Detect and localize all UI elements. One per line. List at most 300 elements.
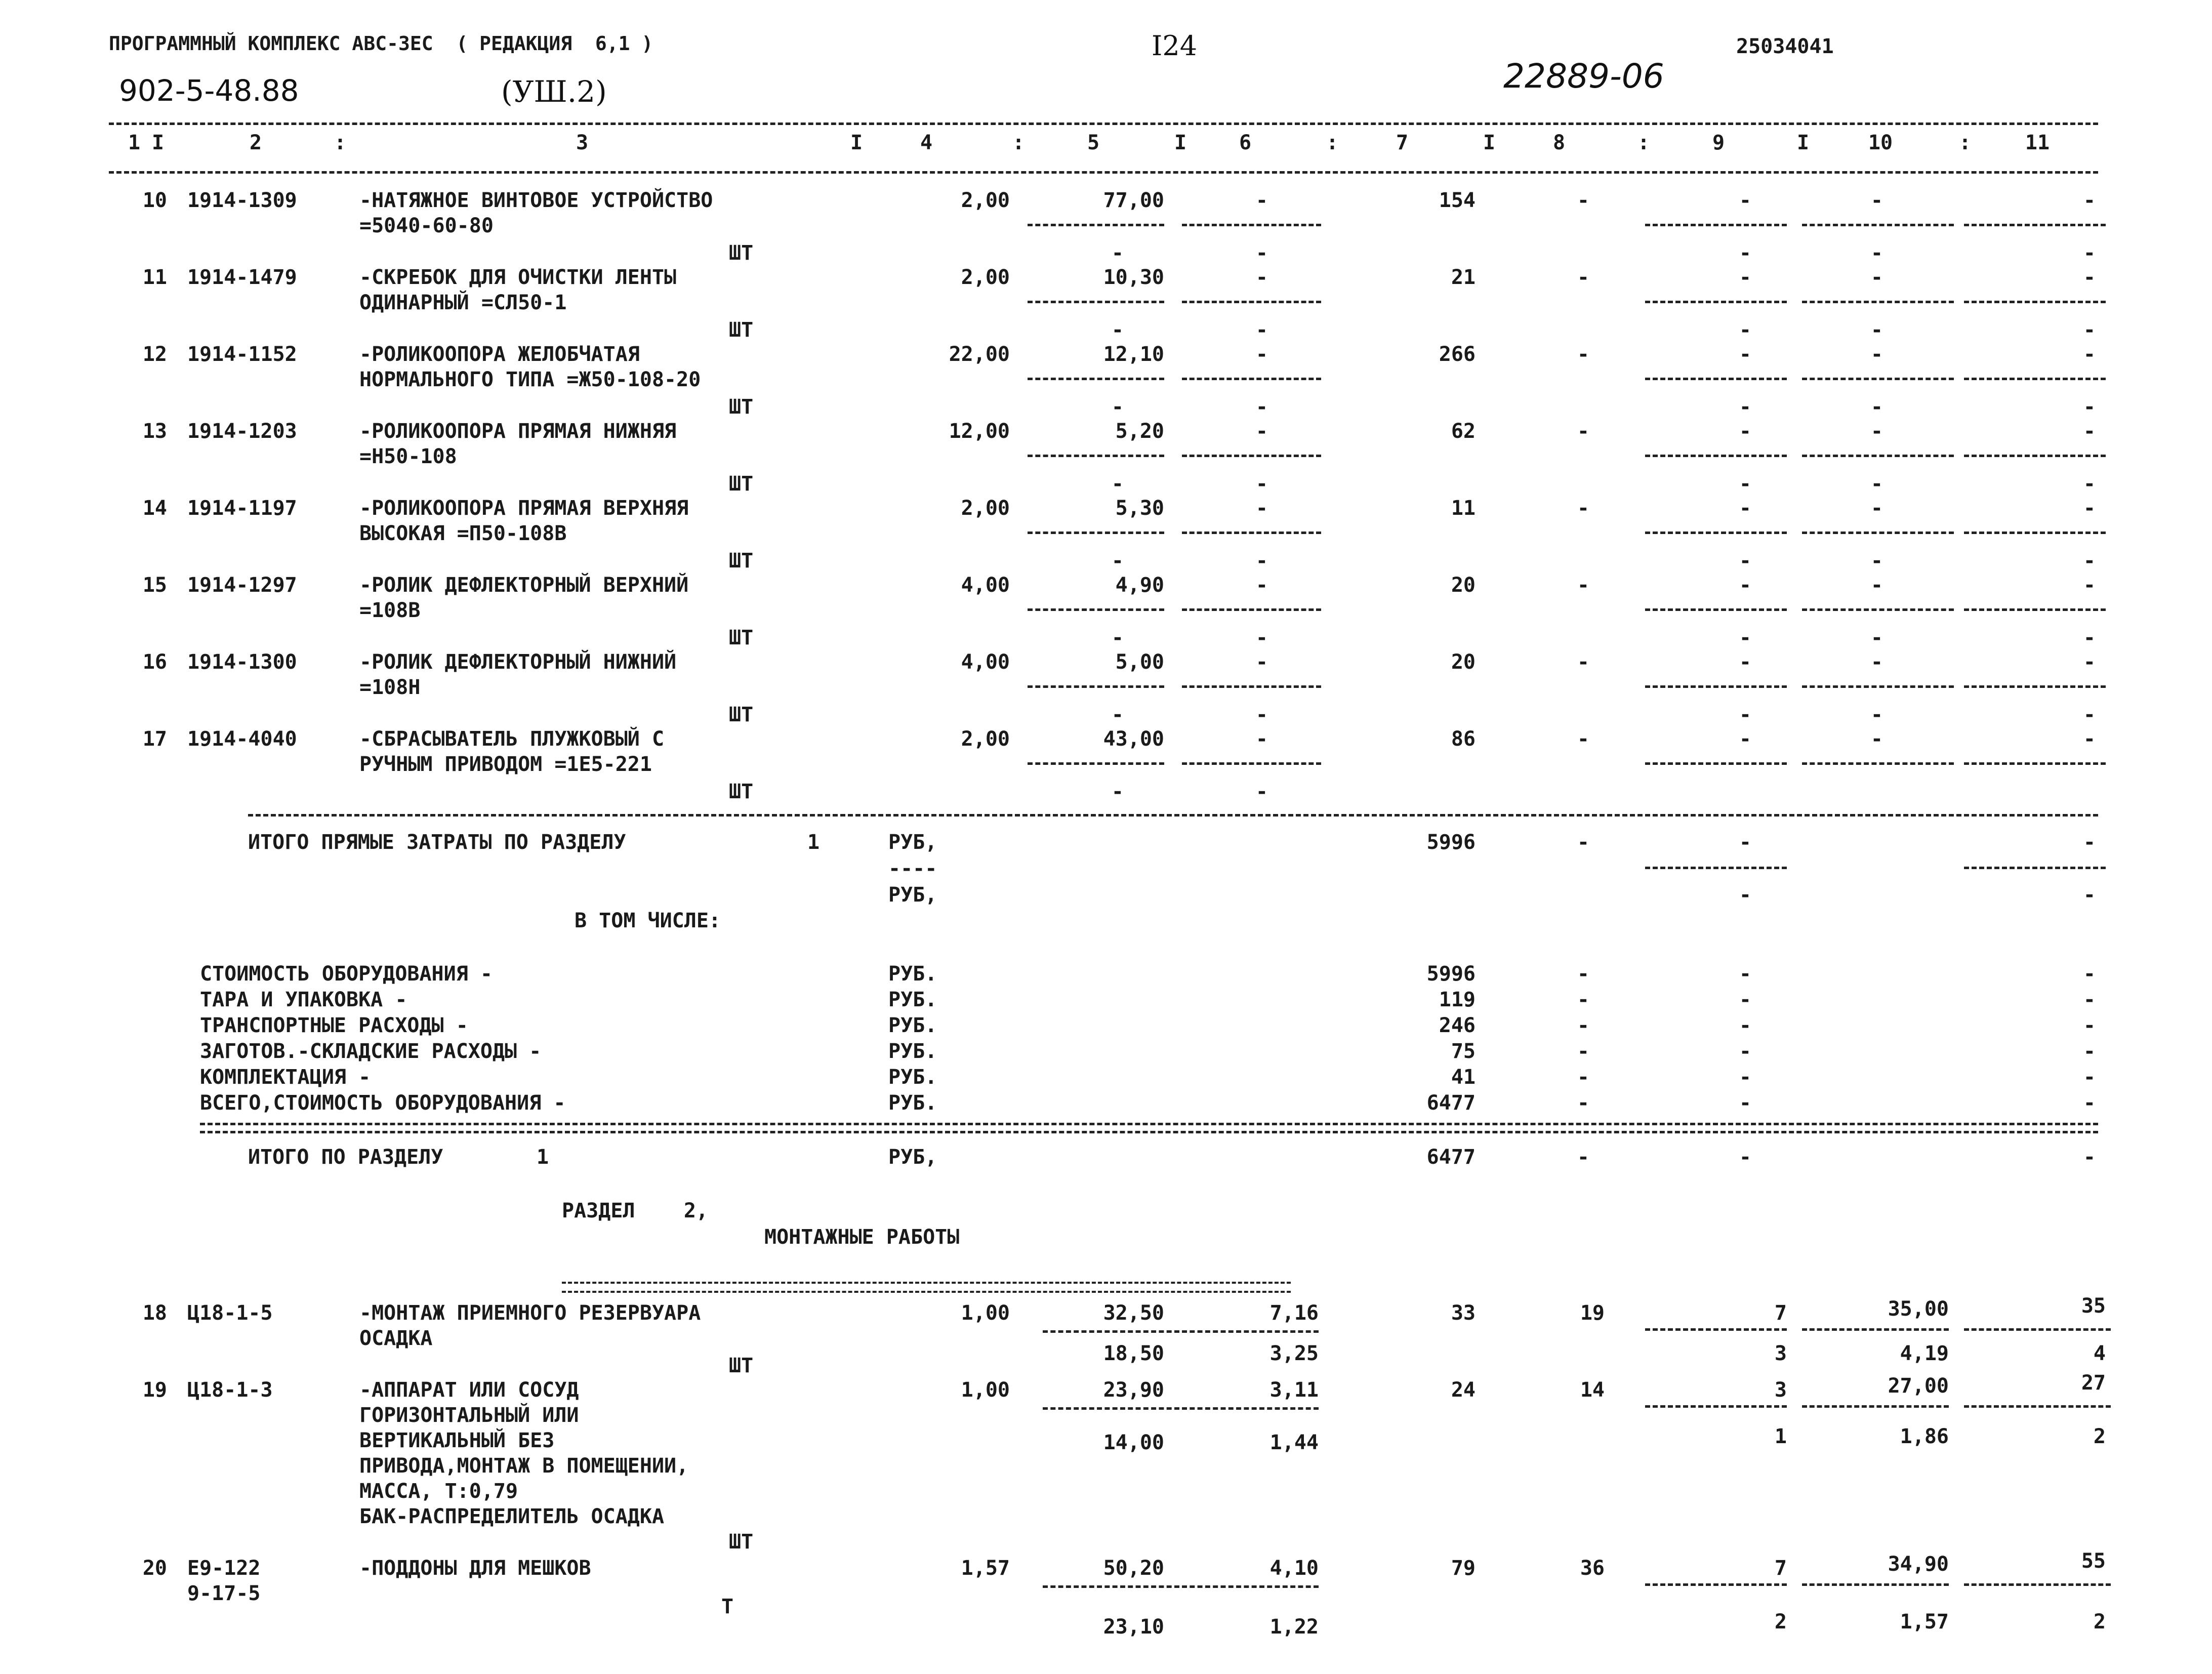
cell-rule [1802, 301, 1954, 303]
work-col10-sub: 4,19 [1900, 1342, 1949, 1365]
volume-label: (УШ.2) [501, 74, 607, 109]
item-code: 1914-1300 [187, 650, 297, 674]
column-separator: I [850, 131, 863, 154]
total-section-number: 1 [537, 1146, 549, 1169]
item-col9: - [1739, 650, 1751, 674]
work-number: 18 [142, 1301, 167, 1325]
column-header-10: 10 [1868, 131, 1893, 154]
cell-rule [1802, 685, 1954, 688]
work-unit: Т [721, 1595, 734, 1618]
section2-subtitle: МОНТАЖНЫЕ РАБОТЫ [764, 1226, 960, 1249]
item-col6-sub: - [1255, 780, 1268, 803]
section-rule [200, 1123, 2098, 1125]
cell-rule [1964, 762, 2106, 765]
cell-rule [1182, 1330, 1319, 1333]
item-unit: ШТ [729, 780, 754, 803]
work-col6: 4,10 [1269, 1557, 1319, 1580]
item-col11-sub: - [2083, 318, 2096, 342]
breakdown-col7: 6477 [1426, 1091, 1476, 1115]
work-unit: ШТ [729, 1354, 754, 1377]
section2-title: РАЗДЕЛ 2, [562, 1199, 708, 1222]
total-section-col11: - [2083, 1146, 2096, 1169]
item-col8: - [1577, 650, 1589, 674]
cell-rule [1802, 1328, 1949, 1331]
item-col10: - [1870, 574, 1883, 597]
cell-rule [1645, 1583, 1787, 1586]
item-col8: - [1577, 497, 1589, 520]
cell-rule [1182, 1407, 1319, 1410]
cell-rule [1028, 224, 1164, 226]
total-direct-col8: - [1577, 831, 1589, 854]
work-col11-sub: 4 [2093, 1342, 2106, 1365]
item-col6-sub: - [1255, 395, 1268, 419]
cell-rule [1182, 762, 1321, 765]
item-quantity: 22,00 [949, 343, 1010, 366]
breakdown-label: КОМПЛЕКТАЦИЯ - [200, 1066, 371, 1089]
item-name-line: -РОЛИКООПОРА ПРЯМАЯ НИЖНЯЯ [359, 420, 677, 443]
column-header-8: 8 [1552, 131, 1566, 154]
work-col8: 36 [1580, 1557, 1605, 1580]
item-col10: - [1870, 420, 1883, 443]
breakdown-col9: - [1739, 1091, 1751, 1115]
breakdown-col8: - [1577, 1014, 1589, 1037]
item-col5: 5,20 [1115, 420, 1164, 443]
item-col10-sub: - [1870, 395, 1883, 419]
item-quantity: 2,00 [961, 189, 1010, 212]
item-col8: - [1577, 189, 1589, 212]
breakdown-col7: 5996 [1426, 962, 1476, 986]
breakdown-col11: - [2083, 988, 2096, 1011]
item-col6: - [1255, 574, 1268, 597]
total-direct-col9: - [1739, 831, 1751, 854]
column-separator: : [1326, 131, 1339, 154]
item-col6-sub: - [1255, 241, 1268, 265]
cell-rule [1964, 1405, 2111, 1408]
item-name-line: -НАТЯЖНОЕ ВИНТОВОЕ УСТРОЙСТВО [359, 189, 713, 212]
item-col5-sub: - [1111, 395, 1124, 419]
item-col10-sub: - [1870, 626, 1883, 649]
item-col9: - [1739, 497, 1751, 520]
column-header-4: 4 [920, 131, 933, 154]
total-direct-unit-line: ---- [888, 857, 937, 880]
breakdown-unit: РУБ. [888, 1040, 937, 1063]
total-section-label: ИТОГО ПО РАЗДЕЛУ [248, 1146, 443, 1169]
item-col6: - [1255, 650, 1268, 674]
column-header-5: 5 [1087, 131, 1100, 154]
cell-rule [1645, 762, 1787, 765]
item-name-line: -РОЛИК ДЕФЛЕКТОРНЫЙ НИЖНИЙ [359, 650, 677, 674]
item-unit: ШТ [729, 703, 754, 726]
item-code: 1914-1197 [187, 497, 297, 520]
item-col5-sub: - [1111, 703, 1124, 726]
work-col9: 7 [1774, 1301, 1787, 1325]
cell-rule [1645, 378, 1787, 380]
item-col5-sub: - [1111, 780, 1124, 803]
item-name-line: ВЫСОКАЯ =П50-108В [359, 522, 567, 545]
cell-rule [1802, 532, 1954, 534]
work-col6-sub: 1,22 [1269, 1615, 1319, 1639]
work-col9: 3 [1774, 1378, 1787, 1402]
item-col6-sub: - [1255, 626, 1268, 649]
cell-rule [1964, 608, 2106, 611]
item-col9: - [1739, 266, 1751, 289]
item-col10-sub: - [1870, 549, 1883, 573]
item-col11: - [2083, 343, 2096, 366]
document-code: 25034041 [1736, 35, 1834, 58]
cell-rule [1964, 378, 2106, 380]
item-col8: - [1577, 420, 1589, 443]
work-name-line: -МОНТАЖ ПРИЕМНОГО РЕЗЕРВУАРА [359, 1301, 701, 1325]
work-name-line: ОСАДКА [359, 1327, 433, 1350]
item-col5: 77,00 [1103, 189, 1164, 212]
work-col11: 27 [2081, 1371, 2106, 1395]
item-code: 1914-1309 [187, 189, 297, 212]
item-col11-sub: - [2083, 472, 2096, 496]
work-col10-sub: 1,57 [1900, 1610, 1949, 1634]
header-top-rule [109, 123, 2098, 125]
column-header-1: 1 [128, 131, 141, 154]
item-col10-sub: - [1870, 703, 1883, 726]
including-heading: В ТОМ ЧИСЛЕ: [575, 909, 721, 932]
work-col10: 34,90 [1888, 1553, 1949, 1576]
item-col9-sub: - [1739, 549, 1751, 573]
item-unit: ШТ [729, 626, 754, 649]
item-unit: ШТ [729, 241, 754, 265]
item-col6: - [1255, 497, 1268, 520]
item-col5-sub: - [1111, 472, 1124, 496]
item-col9: - [1739, 420, 1751, 443]
section2-double-rule [562, 1282, 1291, 1293]
cell-rule [1802, 762, 1954, 765]
cell-rule [1028, 378, 1164, 380]
work-col9-sub: 3 [1774, 1342, 1787, 1365]
breakdown-col11: - [2083, 1014, 2096, 1037]
cell-rule [1645, 1405, 1787, 1408]
item-col10: - [1870, 497, 1883, 520]
work-col11-sub: 2 [2093, 1610, 2106, 1634]
breakdown-unit: РУБ. [888, 1066, 937, 1089]
breakdown-col8: - [1577, 1066, 1589, 1089]
work-col11-sub: 2 [2093, 1425, 2106, 1448]
work-code-2: 9-17-5 [187, 1582, 261, 1605]
breakdown-col8: - [1577, 1040, 1589, 1063]
cell-rule [1043, 1585, 1179, 1588]
cell-rule [1043, 1407, 1179, 1410]
item-col9-sub: - [1739, 626, 1751, 649]
item-col5: 10,30 [1103, 266, 1164, 289]
item-col7: 266 [1439, 343, 1476, 366]
item-col6: - [1255, 343, 1268, 366]
breakdown-label: ЗАГОТОВ.-СКЛАДСКИЕ РАСХОДЫ - [200, 1040, 542, 1063]
item-quantity: 2,00 [961, 266, 1010, 289]
item-col6-sub: - [1255, 472, 1268, 496]
work-col5: 23,90 [1103, 1378, 1164, 1402]
work-unit: ШТ [729, 1530, 754, 1554]
item-name-line: =5040-60-80 [359, 214, 494, 237]
work-col8: 14 [1580, 1378, 1605, 1402]
item-number: 10 [142, 189, 167, 212]
item-name-line: =108Н [359, 676, 421, 699]
cell-rule [1645, 608, 1787, 611]
work-name-line: -ПОДДОНЫ ДЛЯ МЕШКОВ [359, 1557, 591, 1580]
item-number: 11 [142, 266, 167, 289]
work-name-line: БАК-РАСПРЕДЕЛИТЕЛЬ ОСАДКА [359, 1505, 665, 1528]
cell-rule [1182, 301, 1321, 303]
column-header-2: 2 [249, 131, 262, 154]
item-unit: ШТ [729, 549, 754, 573]
work-col7: 79 [1451, 1557, 1476, 1580]
item-col10: - [1870, 266, 1883, 289]
item-col10-sub: - [1870, 318, 1883, 342]
item-quantity: 4,00 [961, 574, 1010, 597]
breakdown-col7: 75 [1451, 1040, 1476, 1063]
work-name-line: ГОРИЗОНТАЛЬНЫЙ ИЛИ [359, 1404, 579, 1427]
item-unit: ШТ [729, 472, 754, 496]
work-col5-sub: 14,00 [1103, 1431, 1164, 1454]
breakdown-col9: - [1739, 1014, 1751, 1037]
work-col6: 3,11 [1269, 1378, 1319, 1402]
work-name-line: ВЕРТИКАЛЬНЫЙ БЕЗ [359, 1429, 555, 1452]
work-col9-sub: 1 [1774, 1425, 1787, 1448]
cell-rule [1802, 455, 1954, 457]
work-col5-sub: 23,10 [1103, 1615, 1164, 1639]
item-col7: 62 [1451, 420, 1476, 443]
item-col11: - [2083, 574, 2096, 597]
breakdown-label: ТРАНСПОРТНЫЕ РАСХОДЫ - [200, 1014, 468, 1037]
breakdown-label: ТАРА И УПАКОВКА - [200, 988, 407, 1011]
item-code: 1914-4040 [187, 727, 297, 751]
column-separator: I [1483, 131, 1496, 154]
cell-rule [1964, 1328, 2111, 1331]
cell-rule [1028, 685, 1164, 688]
work-number: 20 [142, 1557, 167, 1580]
total-direct-col11-sub: - [2083, 883, 2096, 907]
work-number: 19 [142, 1378, 167, 1402]
program-title: ПРОГРАММНЫЙ КОМПЛЕКС АВС-3ЕС ( РЕДАКЦИЯ 6,1 ) [109, 32, 653, 55]
item-col6-sub: - [1255, 549, 1268, 573]
breakdown-unit: РУБ. [888, 962, 937, 986]
breakdown-col9: - [1739, 988, 1751, 1011]
work-col6-sub: 1,44 [1269, 1431, 1319, 1454]
section-rule [200, 1131, 2098, 1133]
item-unit: ШТ [729, 318, 754, 342]
item-col6: - [1255, 727, 1268, 751]
work-col11: 35 [2081, 1294, 2106, 1318]
column-separator: I [152, 131, 165, 154]
item-col7: 20 [1451, 574, 1476, 597]
item-number: 17 [142, 727, 167, 751]
cell-rule [1028, 532, 1164, 534]
page-number: I24 [1152, 30, 1198, 62]
cell-rule [1964, 301, 2106, 303]
work-col10: 35,00 [1888, 1297, 1949, 1321]
item-col10: - [1870, 650, 1883, 674]
work-col5-sub: 18,50 [1103, 1342, 1164, 1365]
column-separator: : [1959, 131, 1972, 154]
breakdown-col9: - [1739, 1040, 1751, 1063]
cell-rule [1802, 1583, 1949, 1586]
item-col9: - [1739, 189, 1751, 212]
cell-rule [1802, 608, 1954, 611]
work-quantity: 1,00 [961, 1301, 1010, 1325]
column-header-11: 11 [2025, 131, 2050, 154]
column-header-7: 7 [1396, 131, 1409, 154]
item-col11: - [2083, 189, 2096, 212]
total-direct-unit: РУБ, [888, 831, 937, 854]
breakdown-col7: 246 [1439, 1014, 1476, 1037]
work-col7: 24 [1451, 1378, 1476, 1402]
cell-rule [1182, 608, 1321, 611]
column-separator: : [1637, 131, 1650, 154]
handwritten-number: 22889-06 [1503, 57, 1664, 96]
item-col5-sub: - [1111, 626, 1124, 649]
cell-rule [1182, 224, 1321, 226]
work-quantity: 1,00 [961, 1378, 1010, 1402]
work-code: Е9-122 [187, 1557, 261, 1580]
item-col8: - [1577, 727, 1589, 751]
item-name-line: НОРМАЛЬНОГО ТИПА =Ж50-108-20 [359, 368, 701, 391]
item-number: 14 [142, 497, 167, 520]
total-direct-unit-2: РУБ, [888, 883, 937, 907]
item-col5: 43,00 [1103, 727, 1164, 751]
item-col8: - [1577, 574, 1589, 597]
item-quantity: 12,00 [949, 420, 1010, 443]
cell-rule [1645, 1328, 1787, 1331]
work-col9-sub: 2 [1774, 1610, 1787, 1634]
total-direct-section: 1 [807, 831, 820, 854]
cell-rule [1043, 1330, 1179, 1333]
breakdown-unit: РУБ. [888, 988, 937, 1011]
column-separator: I [1797, 131, 1810, 154]
total-direct-label: ИТОГО ПРЯМЫЕ ЗАТРАТЫ ПО РАЗДЕЛУ [248, 831, 626, 854]
section-rule [248, 814, 2098, 816]
item-name-line: РУЧНЫМ ПРИВОДОМ =1Е5-221 [359, 753, 652, 776]
cell-rule [1182, 455, 1321, 457]
cell-rule [1645, 867, 1787, 869]
cell-rule [1645, 301, 1787, 303]
item-col11: - [2083, 420, 2096, 443]
breakdown-col8: - [1577, 988, 1589, 1011]
item-col8: - [1577, 343, 1589, 366]
work-col6-sub: 3,25 [1269, 1342, 1319, 1365]
work-name-line: МАССА, Т:0,79 [359, 1480, 518, 1503]
item-col9-sub: - [1739, 472, 1751, 496]
total-direct-col11: - [2083, 831, 2096, 854]
cell-rule [1802, 378, 1954, 380]
breakdown-col11: - [2083, 1040, 2096, 1063]
item-col7: 11 [1451, 497, 1476, 520]
total-section-unit: РУБ, [888, 1146, 937, 1169]
cell-rule [1028, 455, 1164, 457]
breakdown-unit: РУБ. [888, 1091, 937, 1115]
item-code: 1914-1152 [187, 343, 297, 366]
breakdown-col11: - [2083, 1066, 2096, 1089]
total-direct-col7: 5996 [1426, 831, 1476, 854]
cell-rule [1182, 1585, 1319, 1588]
work-col6: 7,16 [1269, 1301, 1319, 1325]
item-col11-sub: - [2083, 626, 2096, 649]
cell-rule [1964, 532, 2106, 534]
item-col6-sub: - [1255, 318, 1268, 342]
work-col10: 27,00 [1888, 1374, 1949, 1398]
work-col7: 33 [1451, 1301, 1476, 1325]
item-name-line: -РОЛИКООПОРА ПРЯМАЯ ВЕРХНЯЯ [359, 497, 689, 520]
item-col9: - [1739, 574, 1751, 597]
cell-rule [1182, 532, 1321, 534]
breakdown-col9: - [1739, 962, 1751, 986]
cell-rule [1645, 455, 1787, 457]
breakdown-label: ВСЕГО,СТОИМОСТЬ ОБОРУДОВАНИЯ - [200, 1091, 566, 1115]
cell-rule [1802, 1405, 1949, 1408]
item-col5: 12,10 [1103, 343, 1164, 366]
work-col11: 55 [2081, 1549, 2106, 1573]
item-col5-sub: - [1111, 318, 1124, 342]
work-col8: 19 [1580, 1301, 1605, 1325]
item-col9-sub: - [1739, 318, 1751, 342]
item-col11: - [2083, 650, 2096, 674]
item-col11: - [2083, 727, 2096, 751]
work-name-line: ПРИВОДА,МОНТАЖ В ПОМЕЩЕНИИ, [359, 1454, 689, 1478]
item-col6: - [1255, 266, 1268, 289]
item-col5: 4,90 [1115, 574, 1164, 597]
column-separator: : [334, 131, 347, 154]
item-col11: - [2083, 497, 2096, 520]
item-col5-sub: - [1111, 241, 1124, 265]
item-quantity: 2,00 [961, 727, 1010, 751]
item-name-line: -СБРАСЫВАТЕЛЬ ПЛУЖКОВЫЙ С [359, 727, 665, 751]
project-number: 902-5-48.88 [119, 73, 299, 108]
cell-rule [1802, 224, 1954, 226]
item-code: 1914-1203 [187, 420, 297, 443]
item-col5-sub: - [1111, 549, 1124, 573]
cell-rule [1964, 455, 2106, 457]
cell-rule [1028, 608, 1164, 611]
breakdown-col11: - [2083, 962, 2096, 986]
item-col10: - [1870, 343, 1883, 366]
item-col7: 86 [1451, 727, 1476, 751]
column-separator: I [1174, 131, 1187, 154]
item-name-line: -СКРЕБОК ДЛЯ ОЧИСТКИ ЛЕНТЫ [359, 266, 677, 289]
item-code: 1914-1297 [187, 574, 297, 597]
column-header-3: 3 [576, 131, 589, 154]
item-col11-sub: - [2083, 549, 2096, 573]
item-col9-sub: - [1739, 241, 1751, 265]
breakdown-col7: 119 [1439, 988, 1476, 1011]
item-col11-sub: - [2083, 241, 2096, 265]
breakdown-label: СТОИМОСТЬ ОБОРУДОВАНИЯ - [200, 962, 493, 986]
item-col11-sub: - [2083, 395, 2096, 419]
breakdown-unit: РУБ. [888, 1014, 937, 1037]
cell-rule [1645, 224, 1787, 226]
item-name-line: -РОЛИК ДЕФЛЕКТОРНЫЙ ВЕРХНИЙ [359, 574, 689, 597]
cell-rule [1182, 378, 1321, 380]
work-code: Ц18-1-5 [187, 1301, 273, 1325]
item-col11: - [2083, 266, 2096, 289]
item-name-line: =108В [359, 599, 421, 622]
item-col6: - [1255, 189, 1268, 212]
column-header-9: 9 [1712, 131, 1725, 154]
item-col10: - [1870, 727, 1883, 751]
item-col6-sub: - [1255, 703, 1268, 726]
item-code: 1914-1479 [187, 266, 297, 289]
item-name-line: =Н50-108 [359, 445, 457, 468]
cell-rule [1645, 532, 1787, 534]
work-col10-sub: 1,86 [1900, 1425, 1949, 1448]
item-number: 16 [142, 650, 167, 674]
work-quantity: 1,57 [961, 1557, 1010, 1580]
item-col6: - [1255, 420, 1268, 443]
cell-rule [1028, 762, 1164, 765]
